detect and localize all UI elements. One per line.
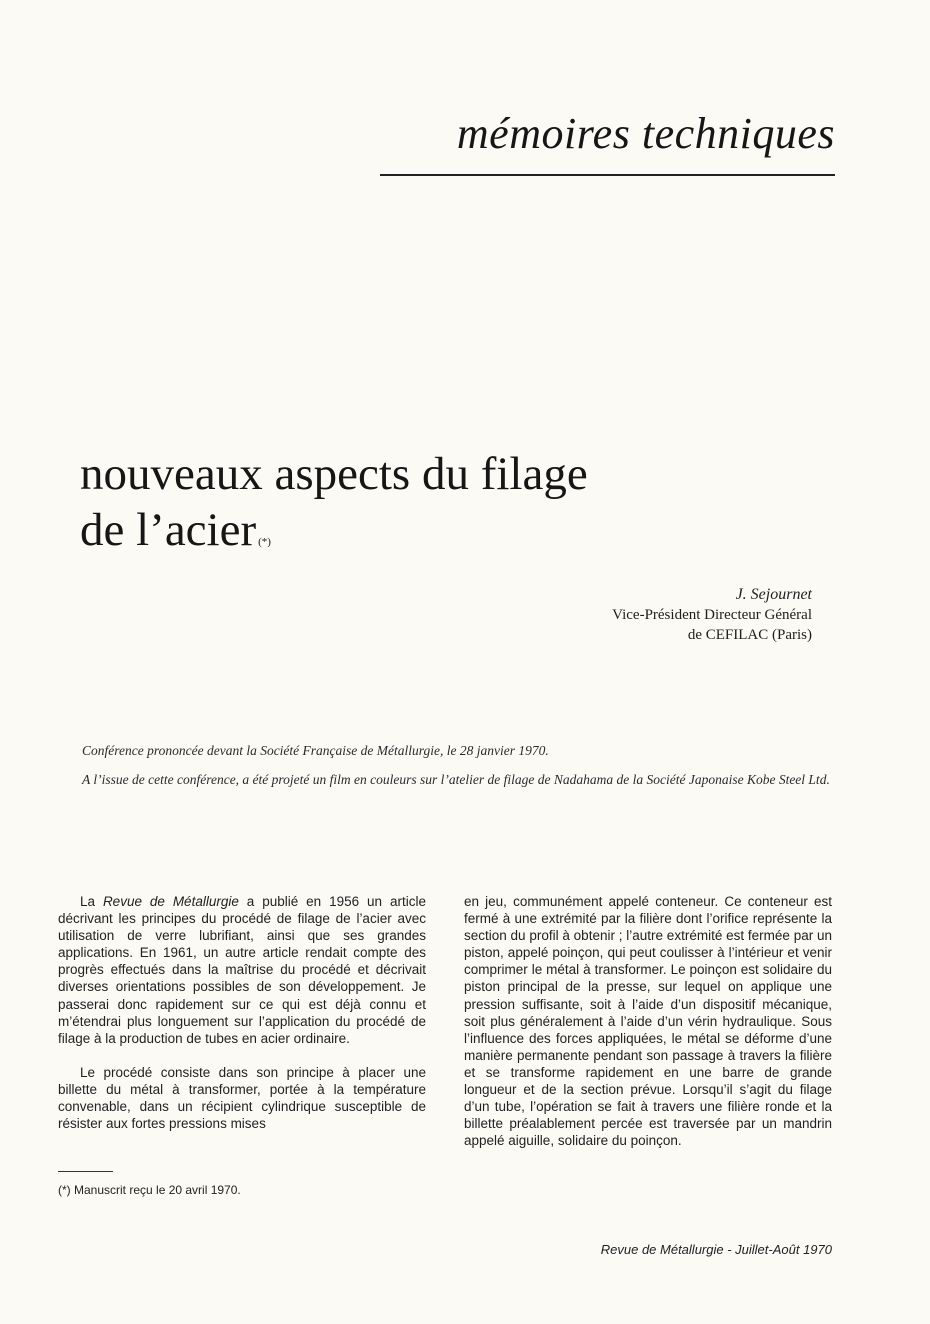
running-footer: Revue de Métallurgie - Juillet-Août 1970 [600, 1242, 832, 1257]
conference-note [60, 742, 832, 788]
title-line-2 [80, 502, 780, 558]
author-affiliation-2: de CEFILAC (Paris) [687, 627, 812, 643]
title-note-marker: (*) [258, 536, 271, 548]
article-title [80, 446, 780, 558]
title-line-2-text: de l’acier [80, 504, 257, 556]
body-column-right [464, 893, 832, 1149]
body-paragraph [58, 893, 426, 1047]
section-heading-rule [380, 174, 835, 176]
paragraph-text: a publié en 1956 un article décrivant les principes du procédé de filage de l’acier avec utilisation de verre lubrifiant, ainsi que ses grandes applications. En 1961, un autre article rendait compte des progrès effectués dans la maîtrise du procédé et décrivait diverses orientations possibles de son développement. Je passerai donc rapidement sur ce qui est déjà connu et m’étendrai plus longuement sur l’application du procédé de filage à la production de tubes en acier ordinaire. [58, 894, 426, 1046]
journal-name: Revue de Métallurgie [102, 894, 239, 909]
paragraph-text: La [80, 894, 103, 909]
section-heading: mémoires techniques [456, 109, 835, 158]
author-name: J. Sejournet [735, 586, 812, 603]
body-paragraph: Le procédé consiste dans son principe à placer une billette du métal à transformer, portée à la température convenable, dans un récipient cylindrique susceptible de résister aux fortes pressions mises [58, 1064, 426, 1132]
title-line-1: nouveaux aspects du filage [80, 448, 588, 500]
conference-note-line-1: Conférence prononcée devant la Société Française de Métallurgie, le 28 janvier 1970. [82, 743, 549, 758]
author-affiliation-1: Vice-Président Directeur Général [612, 607, 812, 623]
body-paragraph: en jeu, communément appelé conteneur. Ce conteneur est fermé à une extrémité par la filière dont l’orifice représente la section du profil à obtenir ; l’autre extrémité est fermée par un piston, appelé poinçon, qui peut coulisser à l’intérieur et venir comprimer le métal à transformer. Le poinçon est solidaire du piston principal de la presse, sur lequel on applique une pression suffisante, soit à l’aide d’un dispositif mécanique, soit plus généralement à l’aide d’un vérin hydraulique. Sous l’influence des forces appliquées, le métal se déforme d’une manière permanente pendant son passage à travers la filière et se transforme rapidement en une barre de grande longueur et de la section prévue. Lorsqu’il s’agit du filage d’un tube, l’opération se fait à travers une filière ronde et la billette préalablement percée est traversée par un mandrin appelé aiguille, solidaire du poinçon. [464, 894, 832, 1149]
body-column-left [58, 893, 426, 1132]
conference-note-line-2: A l’issue de cette conférence, a été projeté un film en couleurs sur l’atelier de filage de Nadahama de la Société Japonaise Kobe Steel Ltd. [82, 772, 830, 787]
author-block [480, 585, 812, 645]
footnote-rule [58, 1171, 113, 1172]
footnote: (*) Manuscrit reçu le 20 avril 1970. [58, 1183, 241, 1197]
